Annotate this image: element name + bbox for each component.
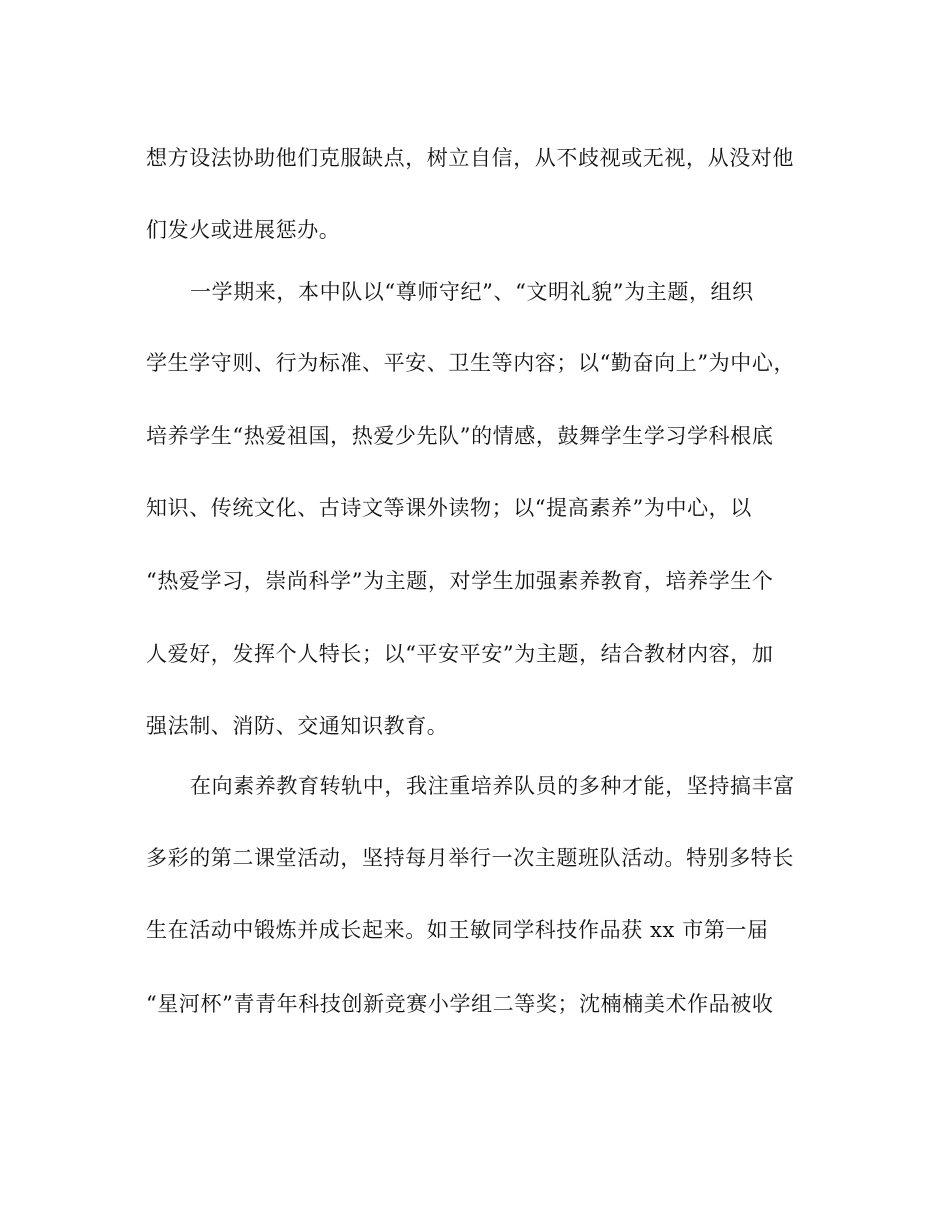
paragraph-1-line-2: 们发火或进展惩办。 [146,218,341,242]
paragraph-1-line-1: 想方设法协助他们克服缺点，树立自信，从不歧视或无视，从没对他 [146,146,794,170]
paragraph-2-line-3: 培养学生“热爱祖国，热爱少先队”的情感，鼓舞学生学习学科根底 [146,424,774,448]
paragraph-3-line-2: 多彩的第二课堂活动，坚持每月举行一次主题班队活动。特别多特长 [146,846,794,870]
paragraph-3-line-1: 在向素养教育转轨中，我注重培养队员的多种才能，坚持搞丰富 [190,774,795,798]
paragraph-3-line-3: 生在活动中锻炼并成长起来。如王敏同学科技作品获 xx 市第一届 [146,918,769,942]
paragraph-2-line-6: 人爱好，发挥个人特长；以“平安平安”为主题，结合教材内容，加 [146,642,774,666]
paragraph-2-line-1: 一学期来，本中队以“尊师守纪”、“文明礼貌”为主题，组织 [190,280,754,304]
paragraph-2-line-5: “热爱学习，崇尚科学”为主题，对学生加强素养教育，培养学生个 [146,569,774,593]
paragraph-2-line-2: 学生学守则、行为标准、平安、卫生等内容；以“勤奋向上”为中心， [146,351,796,375]
paragraph-2-line-4: 知识、传统文化、古诗文等课外读物；以“提高素养”为中心，以 [146,496,752,520]
paragraph-3-line-4: “星河杯”青青年科技创新竞赛小学组二等奖；沈楠楠美术作品被收 [146,992,774,1016]
paragraph-2-line-7: 强法制、消防、交通知识教育。 [146,714,449,738]
